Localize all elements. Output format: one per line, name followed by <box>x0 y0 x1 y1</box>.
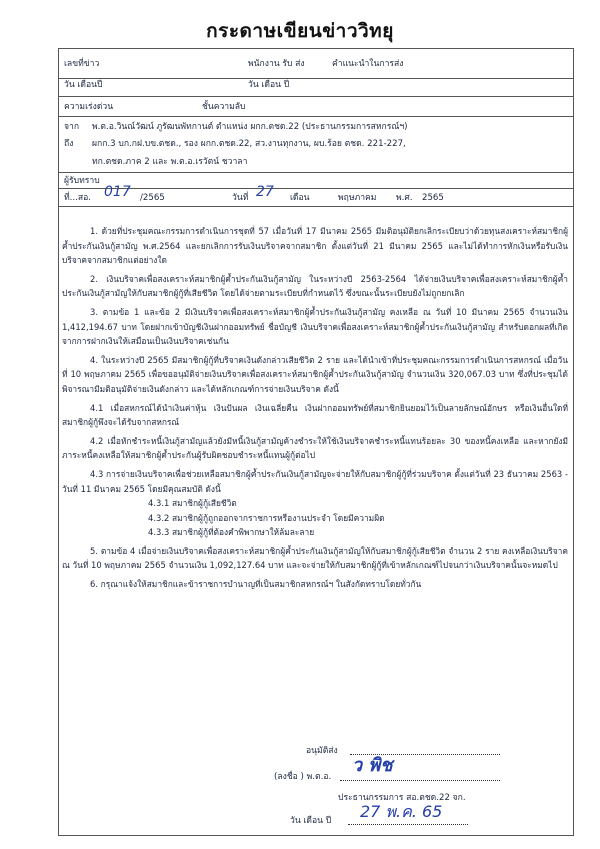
paragraph-4-3: 4.3 การจ่ายเงินบริจาคเพื่อช่วยเหลือสมาชิกผู้ค้ำประกันเงินกู้สามัญจะจ่ายให้กับสมาชิกผู้กู้ที่ร่วมบริจาค ตั้งแต่วันที่ 23 ธันวาคม 2563 - วันที่ 11 มีนาคม 2565 โดยมีคุณสมบัติ ดังนี้ <box>62 468 568 494</box>
paragraph-1: 1. ด้วยที่ประชุมคณะกรรมการดำเนินการชุดที่ 57 เมื่อวันที่ 17 มีนาคม 2565 มีมติอนุมัติยกเลิกระเบียบว่าด้วยทุนสงเคราะห์สมาชิกผู้ค้ำประกันเงินกู้สามัญ พ.ศ.2564 และยกเลิกการรับเงินบริจาคจากสมาชิก ตั้งแต่วันที่ 21 มีนาคม 2565 และไม่ได้ทำการหักเงินหรือรับเงินบริจาคจากสมาชิกแต่อย่างใด <box>62 226 568 266</box>
ref-month-label: เดือน <box>290 193 310 203</box>
to-line-1: ผกก.3 บก.กฝ.บข.ตชด., รอง ผกก.ตชด.22, สว.งานทุกงาน, ผบ.ร้อย ตชด. 221-227, <box>92 139 406 149</box>
ref-prefix: ที่...สอ. <box>64 193 91 203</box>
divider <box>58 172 574 173</box>
sign-date-label: วัน เดือน ปี <box>290 816 332 826</box>
date-label-left: วัน เดือนปี <box>64 80 103 90</box>
urgency-label: ความเร่งด่วน <box>64 102 114 112</box>
divider <box>58 206 574 207</box>
ref-month: พฤษภาคม <box>338 193 377 203</box>
ref-day: 27 <box>256 184 274 200</box>
advice-label: คำแนะนำในการส่ง <box>332 59 404 69</box>
paragraph-4-3-3: 4.3.3 สมาชิกผู้กู้ที่ต้องคำพิพากษาให้ล้มละลาย <box>148 527 315 538</box>
divider <box>58 116 574 117</box>
message-body <box>62 224 568 592</box>
to-line-2: ทก.ตชด.ภาค 2 และ พ.ต.อ.เรวัตน์ ชวาลา <box>92 157 248 167</box>
to-label: ถึง <box>64 139 74 149</box>
signer-position: ประธานกรรมการ สอ.ตชด.22 จก. <box>338 793 466 803</box>
from-value: พ.ต.อ.วินณ์วัฒน์ ภูรัฒนพัทกานต์ ตำแหน่ง ผกก.ตชด.22 (ประธานกรรมการสหกรณ์ฯ) <box>92 122 408 132</box>
paragraph-4-1: 4.1 เมื่อสหกรณ์ได้นำเงินค่าหุ้น เงินปันผล เงินเฉลี่ยคืน เงินฝากออมทรัพย์ที่สมาชิกยินยอมไว้เป็นลายลักษณ์อักษร หรือเงินอื่นใดที่สมาชิกผู้กู้พึงจะได้รับจากสหกรณ์ <box>62 402 568 428</box>
divider <box>58 96 574 97</box>
handwritten-signature: ว พิช <box>352 755 393 776</box>
ref-be-year: 2565 <box>422 193 444 203</box>
form-title: กระดาษเขียนข่าววิทยุ <box>206 20 394 42</box>
divider <box>58 188 574 189</box>
paragraph-5: 5. ตามข้อ 4 เมื่อจ่ายเงินบริจาคเพื่อสงเคราะห์สมาชิกผู้ค้ำประกันเงินกู้สามัญให้กับสมาชิกผู้กู้เสียชีวิต จำนวน 2 ราย คงเหลือเงินบริจาค ณ วันที่ 10 พฤษภาคม 2565 จำนวนเงิน 1,092,127.64 บาท และจะจ่ายให้กับสมาชิกผู้กู้ที่เข้าหลักเกณฑ์ไปจนกว่าเงินบริจาคนั้นจะหมดไป <box>62 545 568 571</box>
divider <box>58 78 574 79</box>
ref-date-label: วันที่ <box>232 193 249 203</box>
ref-year: /2565 <box>140 193 165 203</box>
paragraph-6: 6. กรุณาแจ้งให้สมาชิกและข้าราชการบำนาญที่เป็นสมาชิกสหกรณ์ฯ ในสังกัดทราบโดยทั่วกัน <box>90 579 422 590</box>
paragraph-4: 4. ในระหว่างปี 2565 มีสมาชิกผู้กู้ที่บริจาคเงินดังกล่าวเสียชีวิต 2 ราย และได้นำเข้าที่ประชุมคณะกรรมการดำเนินการสหกรณ์ เมื่อวันที่ 10 พฤษภาคม 2565 เพื่อขออนุมัติจ่ายเงินบริจาคเพื่อสงเคราะห์สมาชิกผู้ค้ำประกันเงินกู้สามัญ จำนวนเงิน 320,067.03 บาท ซึ่งที่ประชุมได้พิจารณามีมติอนุมัติจ่ายเงินดังกล่าว และได้หลักเกณฑ์การจ่ายเงินบริจาค ดังนี้ <box>62 354 568 394</box>
approved-label: อนุมัติส่ง <box>306 746 338 756</box>
ref-number: 017 <box>104 184 131 200</box>
from-label: จาก <box>64 122 80 132</box>
paragraph-4-3-2: 4.3.2 สมาชิกผู้กู้ถูกออกจากราชการหรืองานประจำ โดยมีความผิด <box>148 512 385 523</box>
cc-label: ผู้รับทราบ <box>64 176 100 186</box>
signature-line <box>340 780 500 781</box>
paragraph-4-3-1: 4.3.1 สมาชิกผู้กู้เสียชีวิต <box>148 498 237 509</box>
sign-date-value: 27 พ.ค. 65 <box>360 802 443 821</box>
paragraph-2: 2. เงินบริจาคเพื่อสงเคราะห์สมาชิกผู้ค้ำประกันเงินกู้สามัญ ในระหว่างปี 2563-2564 ได้จ่ายเงินบริจาคเพื่อสงเคราะห์สมาชิกผู้ค้ำประกันเงินกู้สามัญให้กับสมาชิกผู้กู้ที่เสียชีวิต โดยได้จ่ายตามระเบียบที่กำหนดไว้ ซึ่งขณะนั้นระเบียบยังไม่ถูกยกเลิก <box>62 273 568 299</box>
paragraph-3: 3. ตามข้อ 1 และข้อ 2 มีเงินบริจาคเพื่อสงเคราะห์สมาชิกผู้ค้ำประกันเงินกู้สามัญ คงเหลือ ณ วันที่ 10 มีนาคม 2565 จำนวนเงิน 1,412,194.67 บาท โดยฝากเข้าบัญชีเงินฝากออมทรัพย์ ชื่อบัญชี เงินบริจาคเพื่อสงเคราะห์สมาชิกผู้ค้ำประกันเงินกู้สามัญ สำหรับดอกผลที่เกิดจากการฝากเงินให้เสมือนเป็นเงินบริจาคเช่นกัน <box>62 306 568 347</box>
doc-number-label: เลขที่ข่าว <box>64 59 100 69</box>
date-label-right: วัน เดือน ปี <box>248 80 290 90</box>
staff-label: พนักงาน รับ ส่ง <box>248 59 305 69</box>
ref-year-label: พ.ศ. <box>396 193 413 203</box>
secrecy-label: ชั้นความลับ <box>202 102 246 112</box>
signed-prefix: (ลงชื่อ ) พ.ต.อ. <box>274 772 332 782</box>
signature-line <box>348 824 468 825</box>
paragraph-4-2: 4.2 เมื่อหักชำระหนี้เงินกู้สามัญแล้วยังมีหนี้เงินกู้สามัญค้างชำระให้ใช้เงินบริจาคชำระหนี้แทนร้อยละ 30 ของหนี้คงเหลือ และหากยังมีภาระหนี้คงเหลือให้สมาชิกผู้ค้ำประกันผู้รับผิดชอบชำระหนี้แทนผู้กู้ต่อไป <box>62 435 568 461</box>
